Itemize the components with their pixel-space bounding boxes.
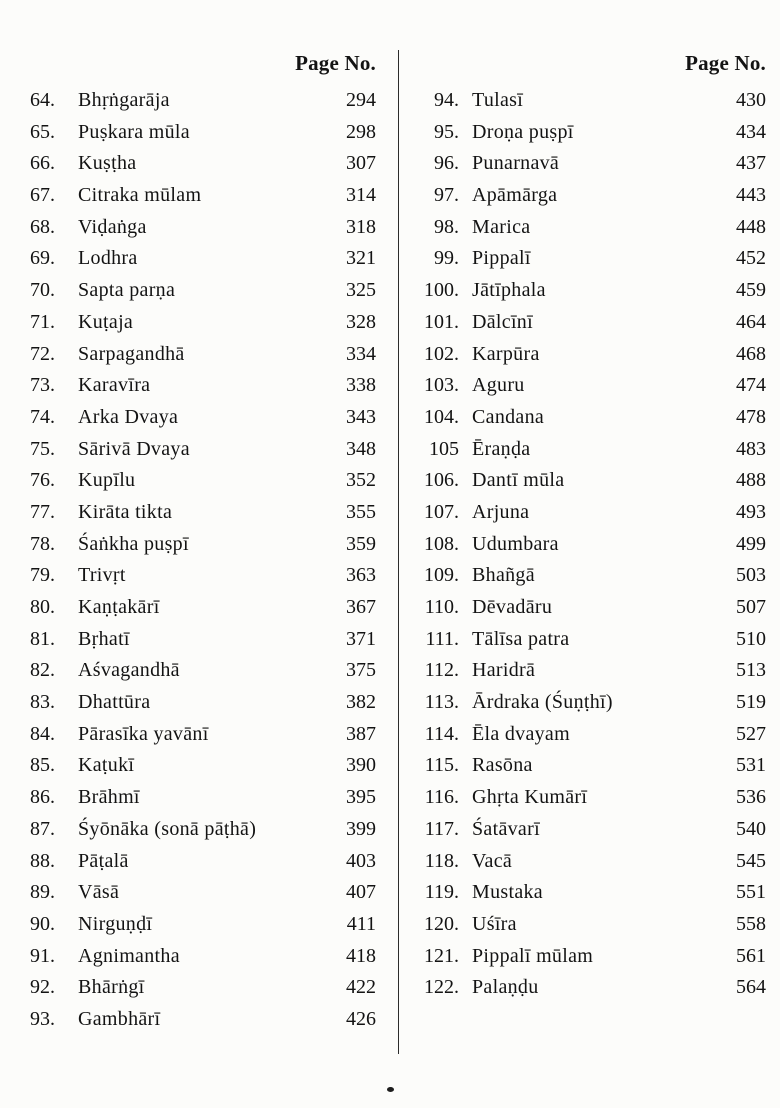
- entry-name: Kirāta tikta: [78, 500, 173, 523]
- entry-number: 68.: [30, 215, 55, 238]
- entry-name: Droṇa puṣpī: [472, 120, 574, 143]
- entry-name: Arka Dvaya: [78, 405, 179, 428]
- entry-name: Aguru: [472, 374, 525, 397]
- toc-row: [411, 560, 766, 592]
- entry-page: 474: [736, 374, 766, 397]
- entry-number: 111.: [425, 627, 459, 650]
- entry-page: 464: [736, 310, 766, 333]
- entry-page: 478: [736, 405, 766, 428]
- toc-row: [30, 592, 376, 624]
- entry-name: Dantī mūla: [472, 469, 565, 492]
- toc-row: [30, 212, 376, 244]
- toc-row: [30, 655, 376, 687]
- toc-row: [30, 148, 376, 180]
- entry-page: 531: [736, 754, 766, 777]
- entry-page: 448: [736, 215, 766, 238]
- entry-page: 382: [346, 691, 376, 714]
- entry-number: 119.: [424, 881, 459, 904]
- toc-column-right: [411, 50, 766, 1004]
- entry-page: 545: [736, 849, 766, 872]
- entry-name: Dālcīnī: [472, 310, 533, 333]
- entry-number: 85.: [30, 754, 55, 777]
- toc-row: [411, 370, 766, 402]
- entry-number: 70.: [30, 279, 55, 302]
- entry-page: 318: [346, 215, 376, 238]
- entry-page: 363: [346, 564, 376, 587]
- toc-row: [30, 402, 376, 434]
- entry-number: 78.: [30, 532, 55, 555]
- entry-name: Candana: [472, 405, 545, 428]
- toc-columns: [30, 50, 766, 1054]
- entry-name: Dhattūra: [78, 691, 151, 714]
- entry-name: Kaṭukī: [78, 754, 135, 777]
- entry-name: Sapta parṇa: [78, 279, 176, 302]
- entry-page: 298: [346, 120, 376, 143]
- entry-name: Trivṛt: [78, 564, 126, 587]
- toc-row: [411, 307, 766, 339]
- entry-number: 91.: [30, 944, 55, 967]
- entry-number: 87.: [30, 817, 55, 840]
- entry-name: Apāmārga: [472, 184, 558, 207]
- entry-number: 108.: [424, 532, 459, 555]
- entry-page: 321: [346, 247, 376, 270]
- entry-number: 79.: [30, 564, 55, 587]
- entry-page: 551: [736, 881, 766, 904]
- entry-page: 443: [736, 184, 766, 207]
- entry-page: 499: [736, 532, 766, 555]
- entry-number: 121.: [424, 944, 459, 967]
- toc-row: [30, 877, 376, 909]
- entry-name: Brāhmī: [78, 786, 140, 809]
- entry-page: 536: [736, 786, 766, 809]
- entry-number: 74.: [30, 405, 55, 428]
- toc-row: [411, 750, 766, 782]
- entry-page: 418: [346, 944, 376, 967]
- entry-name: Kupīlu: [78, 469, 136, 492]
- toc-row: [30, 972, 376, 1004]
- entry-number: 84.: [30, 722, 55, 745]
- toc-row: [411, 212, 766, 244]
- entry-number: 66.: [30, 152, 55, 175]
- entry-number: 71.: [30, 310, 55, 333]
- entry-number: 97.: [434, 184, 459, 207]
- column-divider: [398, 50, 399, 1054]
- toc-row: [30, 909, 376, 941]
- entry-name: Ghṛta Kumārī: [472, 786, 588, 809]
- toc-row: [30, 750, 376, 782]
- entry-name: Śaṅkha puṣpī: [78, 532, 189, 555]
- entry-page: 437: [736, 152, 766, 175]
- entry-page: 355: [346, 500, 376, 523]
- entry-page: 510: [736, 627, 766, 650]
- entry-number: 73.: [30, 374, 55, 397]
- entry-name: Jātīphala: [472, 279, 546, 302]
- toc-row: [411, 624, 766, 656]
- entry-page: 430: [736, 89, 766, 111]
- entry-name: Uśīra: [472, 912, 517, 935]
- entry-page: 334: [346, 342, 376, 365]
- entry-page: 403: [346, 849, 376, 872]
- toc-row: [411, 529, 766, 561]
- toc-column-left: [30, 50, 376, 1036]
- entry-page: 540: [736, 817, 766, 840]
- entry-name: Rasōna: [472, 754, 533, 777]
- toc-row: [30, 941, 376, 973]
- entry-name: Bhṛṅgarāja: [78, 89, 170, 111]
- entry-name: Pippalī: [472, 247, 531, 270]
- page-no-header-right: Page No.: [685, 51, 766, 75]
- entry-page: 375: [346, 659, 376, 682]
- toc-row: [30, 497, 376, 529]
- entry-number: 64.: [30, 89, 55, 111]
- entry-page: 352: [346, 469, 376, 492]
- entry-number: 77.: [30, 500, 55, 523]
- entry-number: 67.: [30, 184, 55, 207]
- entry-page: 558: [736, 912, 766, 935]
- entry-number: 107.: [424, 500, 459, 523]
- entry-page: 328: [346, 310, 376, 333]
- entry-name: Ēla dvayam: [472, 722, 570, 745]
- entry-page: 338: [346, 374, 376, 397]
- entry-number: 75.: [30, 437, 55, 460]
- entry-number: 118.: [424, 849, 459, 872]
- toc-row: [411, 592, 766, 624]
- entry-number: 72.: [30, 342, 55, 365]
- entry-name: Ārdraka (Śuṇṭhī): [472, 691, 613, 714]
- entry-name: Marica: [472, 215, 531, 238]
- toc-row: [30, 434, 376, 466]
- entry-name: Dēvadāru: [472, 596, 553, 618]
- toc-row: [411, 339, 766, 371]
- entry-name: Pārasīka yavānī: [78, 722, 209, 745]
- toc-row: [30, 370, 376, 402]
- toc-row: [411, 972, 766, 1004]
- entry-page: 527: [736, 722, 766, 745]
- toc-row: [30, 243, 376, 275]
- entry-number: 110.: [424, 596, 459, 618]
- entry-page: 387: [346, 722, 376, 745]
- entry-name: Pippalī mūlam: [472, 944, 594, 967]
- entry-name: Palaṇḍu: [472, 976, 539, 999]
- toc-rows-right: [411, 85, 766, 1004]
- toc-row: [30, 687, 376, 719]
- toc-row: [30, 465, 376, 497]
- toc-row: [30, 814, 376, 846]
- toc-row: [411, 85, 766, 117]
- toc-row: [30, 719, 376, 751]
- toc-rows-left: [30, 85, 376, 1036]
- toc-row: [411, 465, 766, 497]
- entry-name: Mustaka: [472, 881, 543, 904]
- entry-page: 564: [736, 976, 766, 999]
- toc-row: [411, 687, 766, 719]
- entry-name: Sārivā Dvaya: [78, 437, 190, 460]
- toc-row: [30, 846, 376, 878]
- entry-number: 86.: [30, 786, 55, 809]
- entry-name: Bṛhatī: [78, 627, 130, 650]
- entry-name: Śatāvarī: [472, 817, 540, 840]
- entry-name: Ēraṇḍa: [472, 437, 531, 460]
- entry-name: Bhañgā: [472, 564, 535, 587]
- scan-artifact-dot: [387, 1087, 394, 1092]
- toc-row: [30, 1004, 376, 1036]
- entry-page: 314: [346, 184, 376, 207]
- entry-number: 81.: [30, 627, 55, 650]
- toc-row: [411, 243, 766, 275]
- entry-page: 422: [346, 976, 376, 999]
- entry-page: 395: [346, 786, 376, 809]
- entry-page: 493: [736, 500, 766, 523]
- toc-row: [411, 941, 766, 973]
- entry-page: 519: [736, 691, 766, 714]
- entry-number: 105: [429, 437, 459, 460]
- entry-page: 343: [346, 405, 376, 428]
- entry-number: 117.: [424, 817, 459, 840]
- entry-page: 561: [736, 944, 766, 967]
- entry-number: 116.: [424, 786, 459, 809]
- toc-row: [30, 339, 376, 371]
- entry-page: 307: [346, 152, 376, 175]
- entry-number: 99.: [434, 247, 459, 270]
- entry-number: 94.: [434, 89, 459, 111]
- toc-row: [30, 782, 376, 814]
- entry-number: 104.: [424, 405, 459, 428]
- entry-page: 411: [346, 912, 376, 935]
- entry-name: Arjuna: [472, 500, 530, 523]
- entry-number: 65.: [30, 120, 55, 143]
- entry-name: Vacā: [472, 849, 513, 872]
- entry-page: 359: [346, 532, 376, 555]
- entry-page: 507: [736, 596, 766, 618]
- toc-row: [411, 877, 766, 909]
- entry-number: 96.: [434, 152, 459, 175]
- toc-row: [30, 180, 376, 212]
- entry-name: Karavīra: [78, 374, 151, 397]
- entry-page: 434: [736, 120, 766, 143]
- entry-number: 103.: [424, 374, 459, 397]
- entry-page: 459: [736, 279, 766, 302]
- entry-number: 114.: [424, 722, 459, 745]
- entry-number: 95.: [434, 120, 459, 143]
- entry-page: 488: [736, 469, 766, 492]
- entry-number: 109.: [424, 564, 459, 587]
- entry-number: 90.: [30, 912, 55, 935]
- toc-row: [411, 655, 766, 687]
- toc-row: [411, 117, 766, 149]
- entry-name: Lodhra: [78, 247, 138, 270]
- toc-row: [411, 719, 766, 751]
- toc-row: [30, 624, 376, 656]
- entry-page: 371: [346, 627, 376, 650]
- entry-name: Pāṭalā: [78, 849, 129, 872]
- entry-page: 367: [346, 596, 376, 618]
- entry-page: 503: [736, 564, 766, 587]
- entry-number: 113.: [424, 691, 459, 714]
- entry-number: 89.: [30, 881, 55, 904]
- toc-row: [30, 117, 376, 149]
- entry-page: 325: [346, 279, 376, 302]
- entry-number: 92.: [30, 976, 55, 999]
- entry-name: Punarnavā: [472, 152, 560, 175]
- toc-row: [411, 402, 766, 434]
- entry-name: Kuṣṭha: [78, 152, 137, 175]
- entry-number: 93.: [30, 1007, 55, 1030]
- entry-name: Tulasī: [472, 89, 524, 111]
- entry-number: 122.: [424, 976, 459, 999]
- entry-page: 390: [346, 754, 376, 777]
- entry-name: Aśvagandhā: [78, 659, 180, 682]
- entry-name: Tālīsa patra: [472, 627, 570, 650]
- entry-name: Karpūra: [472, 342, 540, 365]
- entry-name: Puṣkara mūla: [78, 120, 190, 143]
- entry-number: 101.: [424, 310, 459, 333]
- entry-name: Bhārṅgī: [78, 976, 145, 999]
- toc-row: [411, 497, 766, 529]
- entry-name: Gambhārī: [78, 1007, 161, 1030]
- entry-number: 102.: [424, 342, 459, 365]
- toc-row: [411, 846, 766, 878]
- toc-row: [30, 529, 376, 561]
- entry-number: 112.: [424, 659, 459, 682]
- entry-number: 83.: [30, 691, 55, 714]
- toc-row: [30, 307, 376, 339]
- entry-page: 426: [346, 1007, 376, 1030]
- entry-number: 80.: [30, 596, 55, 618]
- entry-name: Agnimantha: [78, 944, 180, 967]
- toc-row: [411, 148, 766, 180]
- entry-page: 452: [736, 247, 766, 270]
- toc-row: [30, 85, 376, 117]
- entry-name: Sarpagandhā: [78, 342, 185, 365]
- entry-name: Udumbara: [472, 532, 559, 555]
- entry-name: Kaṇṭakārī: [78, 596, 160, 618]
- entry-page: 399: [346, 817, 376, 840]
- toc-row: [411, 814, 766, 846]
- entry-page: 407: [346, 881, 376, 904]
- page-no-header-left: Page No.: [295, 51, 376, 75]
- entry-page: 468: [736, 342, 766, 365]
- entry-page: 513: [736, 659, 766, 682]
- entry-number: 69.: [30, 247, 55, 270]
- entry-page: 483: [736, 437, 766, 460]
- toc-row: [30, 275, 376, 307]
- entry-number: 100.: [424, 279, 459, 302]
- toc-row: [411, 909, 766, 941]
- toc-row: [411, 434, 766, 466]
- toc-row: [411, 782, 766, 814]
- toc-row: [411, 275, 766, 307]
- entry-number: 106.: [424, 469, 459, 492]
- entry-number: 115.: [424, 754, 459, 777]
- entry-name: Haridrā: [472, 659, 536, 682]
- entry-name: Vāsā: [78, 881, 120, 904]
- entry-name: Kuṭaja: [78, 310, 134, 333]
- entry-page: 294: [346, 89, 376, 111]
- entry-page: 348: [346, 437, 376, 460]
- entry-number: 82.: [30, 659, 55, 682]
- entry-number: 76.: [30, 469, 55, 492]
- toc-row: [30, 560, 376, 592]
- entry-name: Viḍaṅga: [78, 215, 147, 238]
- entry-number: 98.: [434, 215, 459, 238]
- entry-name: Śyōnāka (sonā pāṭhā): [78, 817, 257, 840]
- entry-number: 120.: [424, 912, 459, 935]
- entry-name: Citraka mūlam: [78, 184, 202, 207]
- entry-number: 88.: [30, 849, 55, 872]
- entry-name: Nirguṇḍī: [78, 912, 153, 935]
- toc-row: [411, 180, 766, 212]
